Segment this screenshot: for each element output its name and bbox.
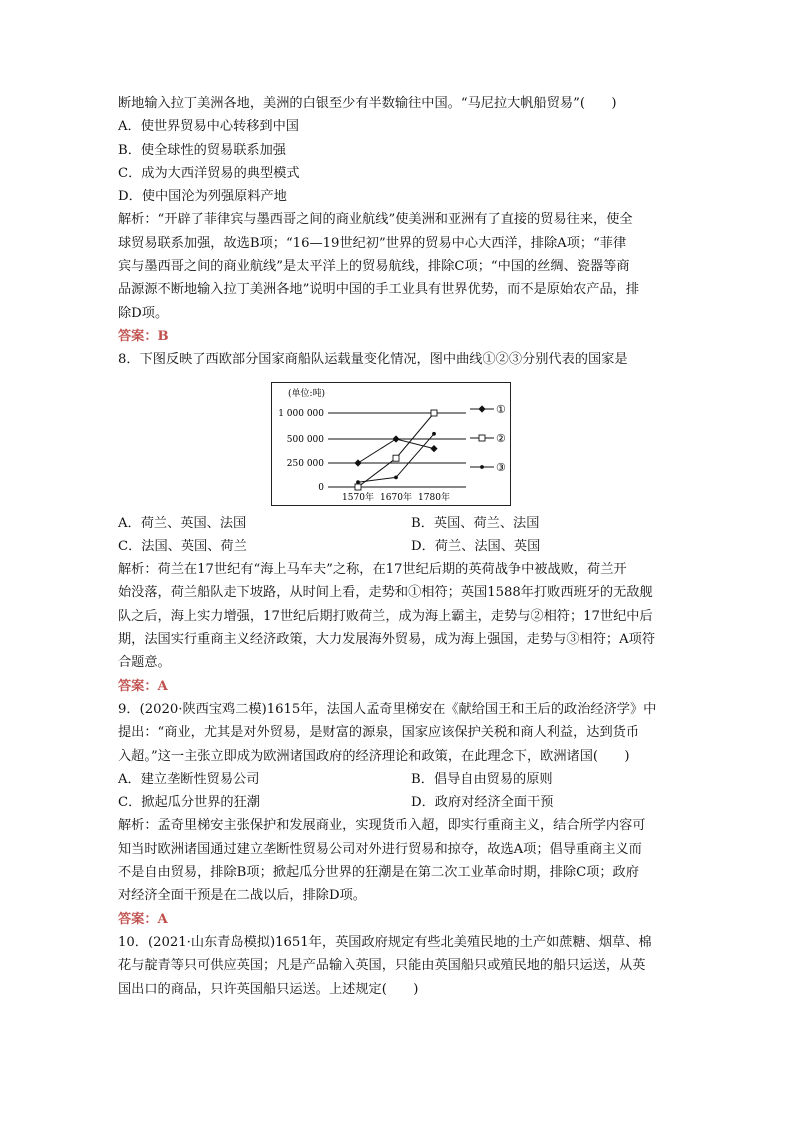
q9-analysis: 对经济全面干预是在二战以后，排除D项。 — [118, 888, 366, 904]
q8-analysis: 解析：荷兰在17世纪有“海上马车夫”之称，在17世纪后期的英荷战争中被战败，荷兰开 — [118, 562, 627, 578]
data-point — [392, 435, 399, 442]
chart-unit-label: (单位:吨) — [288, 389, 326, 399]
q9-stem: 提出：“商业，尤其是对外贸易，是财富的源泉，国家应该保护关税和商人利益，达到货币 — [118, 725, 640, 741]
legend-label: ③ — [496, 461, 506, 474]
q10-stem: 花与靛青等只可供应英国；凡是产品输入英国，只能由英国船只或殖民地的船只运送，从英 — [118, 958, 646, 974]
q8-analysis: 合题意。 — [118, 655, 171, 671]
q8-options-row-1 — [118, 512, 678, 535]
q7-analysis: 解析：“开辟了菲律宾与墨西哥之间的商业航线”使美洲和亚洲有了直接的贸易往来，使全 — [118, 212, 633, 228]
q8-option-b: B．英国、荷兰、法国 — [411, 515, 540, 531]
data-point — [393, 455, 399, 461]
q8-option-d: D．荷兰、法国、英国 — [411, 538, 541, 554]
data-point — [354, 459, 361, 466]
q7-analysis: 宾与墨西哥之间的商业航线”是太平洋上的贸易航线，排除C项；“中国的丝绸、瓷器等商 — [118, 259, 630, 275]
data-point — [431, 410, 437, 416]
q10-stem: 10．(2021·山东青岛模拟)1651年，英国政府规定有些北美殖民地的土产如蔗糖、烟草、棉 — [118, 934, 652, 950]
q9-option-a: A．建立垄断性贸易公司 — [118, 771, 260, 787]
q9-answer: 答案：A — [118, 911, 168, 927]
data-point — [356, 480, 360, 484]
y-tick-label: 250 000 — [286, 459, 324, 469]
q8-option-a: A．荷兰、英国、法国 — [118, 515, 247, 531]
q9-option-d: D．政府对经济全面干预 — [411, 795, 554, 811]
q9-options-row-2 — [118, 791, 678, 814]
document-body — [118, 92, 678, 1001]
q7-stem-end: 断地输入拉丁美洲各地，美洲的白银至少有半数输往中国。“马尼拉大帆船贸易”( ) — [118, 96, 617, 111]
q9-option-b: B．倡导自由贸易的原则 — [411, 771, 553, 787]
q10-stem: 国出口的商品，只许英国船只运送。上述规定( ) — [118, 981, 419, 997]
x-tick-label: 1570年 — [342, 493, 374, 503]
q7-analysis: 除D项。 — [118, 305, 169, 321]
x-tick-label: 1670年 — [380, 493, 412, 503]
q9-stem: 9．(2020·陕西宝鸡二模)1615年，法国人孟奇里梯安在《献给国王和王后的政治经济学》中 — [118, 701, 657, 717]
q7-analysis: 球贸易联系加强，故选B项；“16—19世纪初”世界的贸易中心大西洋，排除A项；“菲律 — [118, 235, 627, 251]
data-point — [480, 465, 484, 469]
q9-analysis: 解析：孟奇里梯安主张保护和发展商业，实现货币入超，即实行重商主义，结合所学内容可 — [118, 818, 646, 834]
q7-option-d: D．使中国沦为列强原料产地 — [118, 189, 287, 205]
q8-options-row-2 — [118, 535, 678, 558]
chart-svg — [272, 383, 510, 505]
y-tick-label: 0 — [318, 483, 324, 493]
q9-analysis: 知当时欧洲诸国通过建立垄断性贸易公司对外进行贸易和掠夺，故选A项；倡导重商主义而 — [118, 841, 642, 857]
q9-options-row-1 — [118, 768, 678, 791]
data-point — [432, 432, 436, 436]
q8-stem: 8．下图反映了西欧部分国家商船队运载量变化情况，图中曲线①②③分别代表的国家是 — [118, 352, 628, 368]
q9-option-c: C．掀起瓜分世界的狂潮 — [118, 795, 260, 811]
q7-option-a: A．使世界贸易中心转移到中国 — [118, 119, 299, 135]
data-point — [479, 435, 485, 441]
data-point — [430, 445, 437, 452]
q8-analysis: 队之后，海上实力增强，17世纪后期打败荷兰，成为海上霸主，走势与②相符；17世纪中后 — [118, 608, 653, 624]
q7-option-c: C．成为大西洋贸易的典型模式 — [118, 165, 300, 181]
data-point — [394, 476, 398, 480]
q9-analysis: 不是自由贸易，排除B项；掀起瓜分世界的狂潮是在第二次工业革命时期，排除C项；政府 — [118, 865, 639, 881]
y-tick-label: 1 000 000 — [278, 409, 324, 419]
q8-answer: 答案：A — [118, 678, 168, 694]
legend-label: ① — [496, 403, 506, 416]
y-tick-label: 500 000 — [286, 435, 324, 445]
q7-answer: 答案：B — [118, 328, 169, 344]
data-point — [355, 484, 361, 490]
q8-option-c: C．法国、英国、荷兰 — [118, 538, 247, 554]
x-tick-label: 1780年 — [418, 493, 450, 503]
q8-analysis: 始没落，荷兰船队走下坡路，从时间上看，走势和①相符；英国1588年打败西班牙的无敌舰 — [118, 585, 653, 601]
data-point — [478, 405, 485, 412]
q7-analysis: 品源源不断地输入拉丁美洲各地”说明中国的手工业具有世界优势，而不是原始农产品，排 — [118, 282, 640, 298]
q9-stem: 入超。”这一主张立即成为欧洲诸国政府的经济理论和政策，在此理念下，欧洲诸国( ) — [118, 748, 630, 764]
q8-analysis: 期，法国实行重商主义经济政策，大力发展海外贸易，成为海上强国，走势与③相符；A项符 — [118, 632, 656, 648]
legend-label: ② — [496, 432, 506, 445]
shipping-chart — [271, 382, 511, 506]
q7-option-b: B．使全球性的贸易联系加强 — [118, 142, 286, 158]
